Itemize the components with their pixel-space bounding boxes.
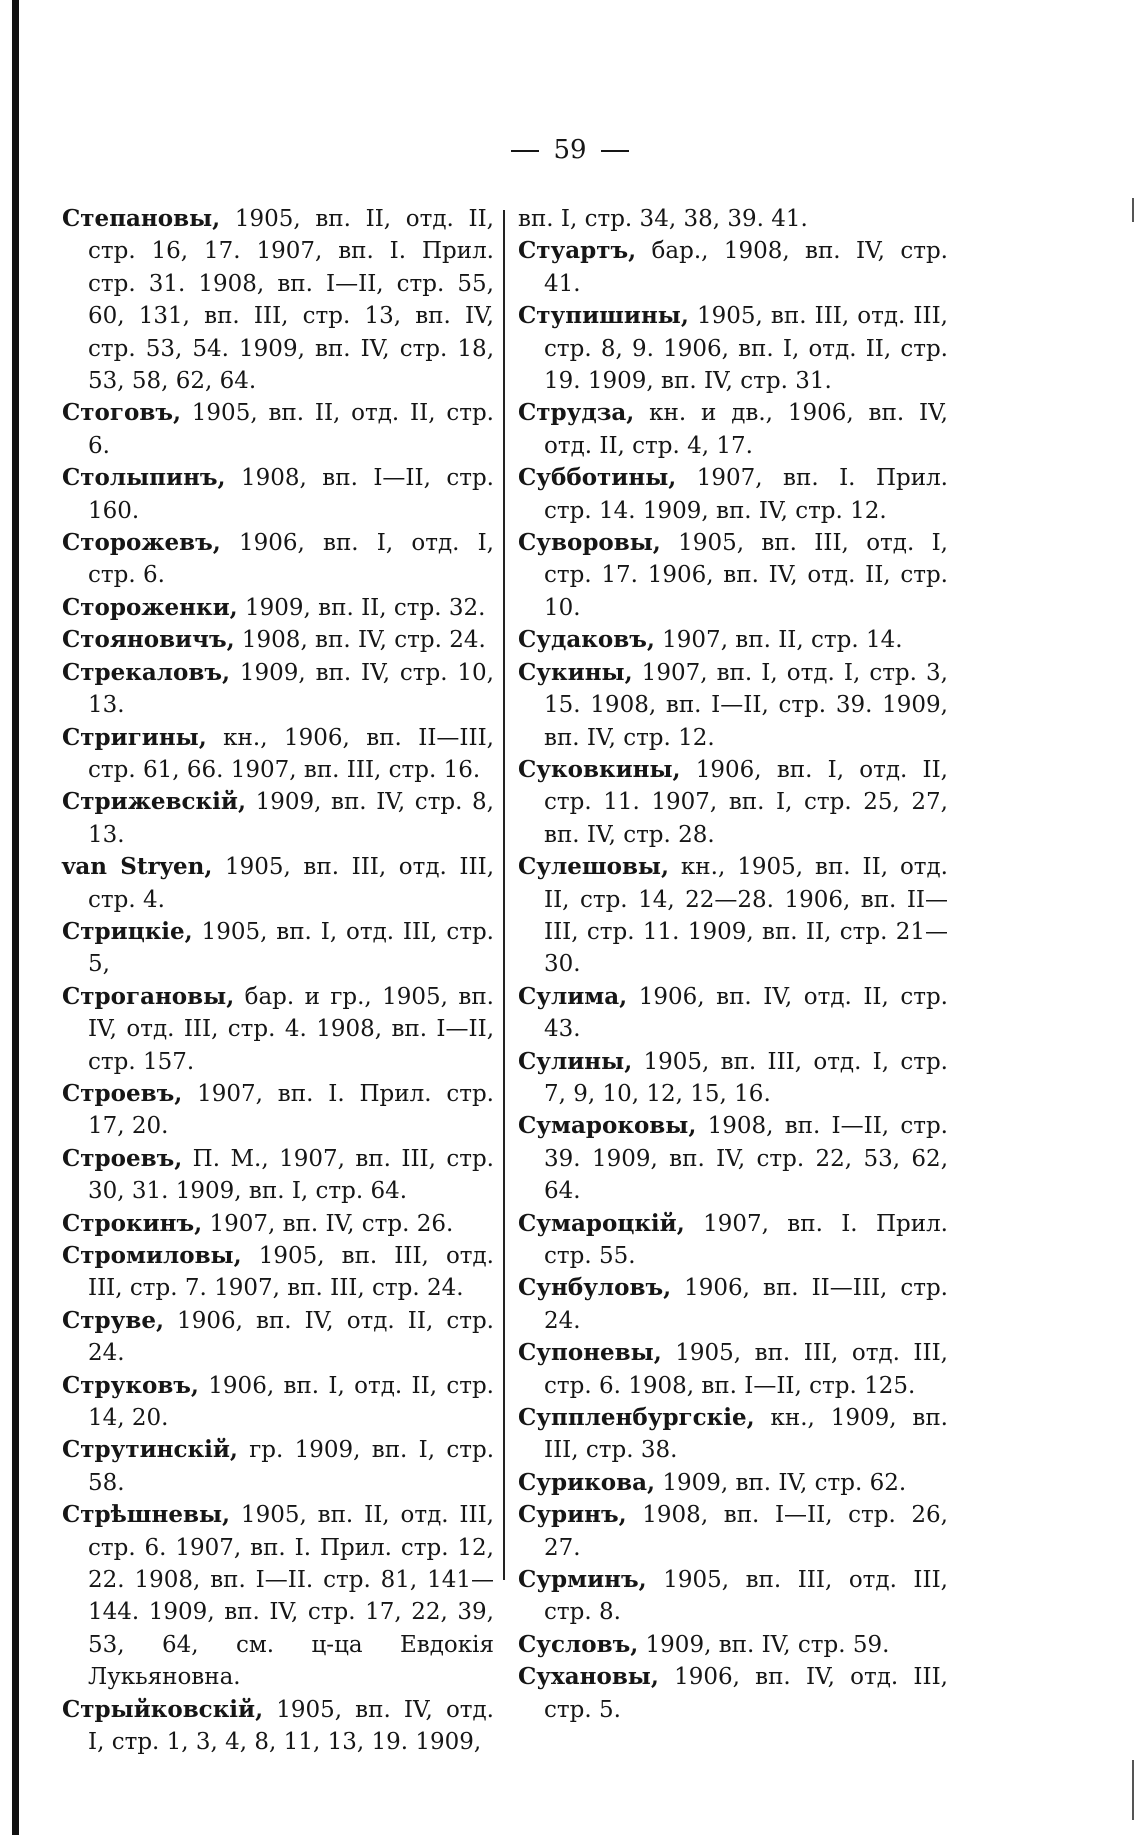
entry-surname: Стромиловы,: [62, 1242, 242, 1269]
entry-surname: Сусловъ,: [518, 1630, 639, 1658]
entry-references: 1905, вп. IV, отд. I, стр. 1, 3, 4, 8, 11, 13, 19. 1909,: [88, 1696, 494, 1756]
index-entry: [518, 397, 948, 462]
index-entry: [62, 592, 494, 624]
entry-references: 1905, вп. III, отд. III, стр. 4.: [88, 854, 495, 913]
entry-surname: Стрижевскій,: [62, 788, 246, 816]
entry-surname: Стояновичъ,: [62, 626, 235, 654]
entry-surname: Стоговъ,: [62, 399, 181, 427]
entry-references: 1908, вп. IV, стр. 24.: [234, 627, 486, 654]
index-entry: [518, 1499, 948, 1564]
index-entry: [518, 624, 948, 656]
entry-surname: Сунбуловъ,: [518, 1274, 672, 1302]
entry-references: 1909, вп. IV, стр. 59.: [638, 1631, 890, 1658]
index-entry: [518, 462, 948, 527]
index-entry: [518, 981, 948, 1046]
entry-surname: Суппленбургскіе,: [518, 1404, 755, 1432]
entry-references: П. М., 1907, вп. III, стр. 30, 31. 1909, вп. I, стр. 64.: [88, 1145, 494, 1205]
entry-surname: Столыпинъ,: [62, 464, 226, 492]
entry-surname: Строкинъ,: [62, 1209, 203, 1237]
index-entry: [518, 1337, 948, 1402]
index-entry: [518, 235, 948, 300]
margin-mark: [1132, 198, 1134, 222]
entry-references: кн. и дв., 1906, вп. IV, отд. II, стр. 4, 17.: [544, 400, 948, 459]
entry-surname: Строгановы,: [62, 982, 235, 1010]
entry-surname: Струковъ,: [62, 1371, 199, 1399]
entry-references: 1908, вп. I—II, стр. 160.: [88, 465, 494, 524]
index-entry: [518, 1661, 948, 1726]
entry-references: 1906, вп. I, отд. II, стр. 14, 20.: [88, 1372, 494, 1432]
entry-references: 1909, вп. IV, стр. 10, 13.: [88, 659, 494, 719]
entry-references: гр. 1909, вп. I, стр. 58.: [88, 1437, 494, 1496]
entry-references: 1905, вп. III, отд. III, стр. 7. 1907, вп. III, стр. 24.: [88, 1243, 494, 1302]
entry-references: 1907, вп. I, отд. I, стр. 3, 15. 1908, вп. I—II, стр. 39. 1909, вп. IV, стр. 12.: [544, 659, 948, 751]
index-entry: [518, 527, 948, 624]
index-entry: [62, 1240, 494, 1305]
entry-references: бар., 1908, вп. IV, стр. 41.: [544, 238, 948, 297]
entry-surname: Сулины,: [518, 1047, 633, 1075]
entry-surname: Стригины,: [62, 723, 207, 751]
index-entry: [62, 397, 494, 462]
entry-references: 1906, вп. IV, отд. II, стр. 43.: [544, 983, 948, 1043]
header-dash-left: [511, 150, 539, 152]
right-column: [518, 203, 948, 1726]
entry-references: 1907, вп. II, стр. 14.: [654, 627, 903, 654]
entry-references: кн., 1905, вп. II, отд. II, стр. 14, 22—28. 1906, вп. II—III, стр. 11. 1909, вп. II, стр. 21—30.: [544, 854, 948, 978]
entry-surname: Сторожевъ,: [62, 529, 221, 557]
index-entry: [62, 1208, 494, 1240]
entry-references: 1908, вп. I—II, стр. 26, 27.: [544, 1502, 948, 1561]
entry-surname: van Stryen,: [62, 853, 213, 881]
index-entry: [518, 1272, 948, 1337]
index-entry: [518, 1564, 948, 1629]
index-entry: [518, 203, 948, 235]
entry-references: 1905, вп. III, отд. I, стр. 7, 9, 10, 12, 15, 16.: [544, 1048, 948, 1107]
entry-surname: Стрицкіе,: [62, 917, 193, 945]
entry-surname: Субботины,: [518, 464, 677, 492]
entry-references: вп. I, стр. 34, 38, 39. 41.: [518, 206, 808, 232]
index-entry: [62, 203, 494, 397]
page-header: [0, 135, 1140, 165]
index-entry: [518, 1467, 948, 1499]
index-entry: [62, 722, 494, 787]
entry-surname: Сулима,: [518, 982, 628, 1010]
index-entry: [62, 1499, 494, 1693]
entry-references: 1908, вп. I—II, стр. 39. 1909, вп. IV, стр. 22, 53, 62, 64.: [544, 1113, 948, 1205]
entry-surname: Стуартъ,: [518, 237, 637, 265]
entry-surname: Судаковъ,: [518, 626, 655, 654]
entry-surname: Струве,: [62, 1306, 164, 1334]
entry-references: 1905, вп. I, отд. III, стр. 5,: [88, 918, 494, 978]
entry-references: 1907, вп. I. Прил. стр. 55.: [544, 1210, 948, 1269]
entry-references: 1909, вп. IV, стр. 8, 13.: [88, 789, 494, 848]
entry-references: бар. и гр., 1905, вп. IV, отд. III, стр. 4. 1908, вп. I—II, стр. 157.: [88, 983, 494, 1075]
index-entry: [62, 1078, 494, 1143]
index-entry: [518, 754, 948, 851]
index-entry: [518, 851, 948, 981]
index-entry: [518, 1110, 948, 1207]
index-entry: [62, 1694, 494, 1759]
entry-references: 1906, вп. II—III, стр. 24.: [544, 1275, 948, 1334]
entry-surname: Сурикова,: [518, 1468, 656, 1496]
index-entry: [62, 981, 494, 1078]
entry-surname: Сукины,: [518, 658, 633, 686]
entry-surname: Суворовы,: [518, 529, 661, 557]
entry-surname: Сухановы,: [518, 1663, 659, 1691]
margin-mark: [1132, 1760, 1134, 1820]
entry-surname: Стрыйковскій,: [62, 1695, 264, 1723]
entry-surname: Строевъ,: [62, 1144, 183, 1172]
index-entry: [518, 657, 948, 754]
index-entry: [62, 786, 494, 851]
entry-surname: Суковкины,: [518, 755, 681, 783]
entry-references: 1906, вп. I, отд. II, стр. 11. 1907, вп. I, стр. 25, 27, вп. IV, стр. 28.: [544, 756, 948, 848]
entry-surname: Струдза,: [518, 399, 635, 427]
entry-surname: Суринъ,: [518, 1501, 627, 1529]
entry-references: кн., 1906, вп. II—III, стр. 61, 66. 1907, вп. III, стр. 16.: [88, 724, 494, 783]
index-entry: [62, 1305, 494, 1370]
index-entry: [518, 1629, 948, 1661]
entry-surname: Стрѣшневы,: [62, 1501, 231, 1529]
entry-surname: Ступишины,: [518, 302, 689, 330]
entry-surname: Сумароковы,: [518, 1112, 697, 1140]
entry-surname: Строевъ,: [62, 1079, 183, 1107]
page-number: 59: [553, 135, 587, 165]
entry-surname: Степановы,: [62, 205, 221, 232]
index-entry: [62, 1370, 494, 1435]
entry-references: 1906, вп. IV, отд. III, стр. 5.: [544, 1664, 948, 1723]
entry-surname: Сурминъ,: [518, 1566, 647, 1594]
index-entry: [62, 851, 494, 916]
entry-references: 1906, вп. IV, отд. II, стр. 24.: [88, 1307, 494, 1367]
book-spine-edge: [12, 0, 19, 1835]
entry-surname: Стрекаловъ,: [62, 658, 230, 686]
header-dash-right: [601, 150, 629, 152]
entry-surname: Струтинскій,: [62, 1436, 238, 1464]
entry-references: кн., 1909, вп. III, стр. 38.: [544, 1405, 948, 1464]
index-entry: [62, 916, 494, 981]
index-entry: [62, 624, 494, 656]
index-entry: [62, 1434, 494, 1499]
entry-references: 1905, вп. III, отд. I, стр. 17. 1906, вп. IV, отд. II, стр. 10.: [544, 530, 948, 621]
index-entry: [62, 462, 494, 527]
index-entry: [518, 1402, 948, 1467]
left-column: [62, 203, 494, 1759]
entry-surname: Сумароцкій,: [518, 1209, 685, 1237]
entry-references: 1909, вп. IV, стр. 62.: [655, 1469, 907, 1496]
entry-surname: Сулешовы,: [518, 853, 669, 881]
index-entry: [62, 657, 494, 722]
index-entry: [518, 300, 948, 397]
index-entry: [518, 1208, 948, 1273]
entry-surname: Супоневы,: [518, 1339, 662, 1367]
entry-references: 1905, вп. III, отд. III, стр. 8.: [544, 1567, 948, 1626]
column-divider: [503, 210, 505, 1580]
entry-references: 1906, вп. I, отд. I, стр. 6.: [88, 530, 494, 589]
entry-references: 1905, вп. II, отд. III, стр. 6. 1907, вп. I. Прил. стр. 12, 22. 1908, вп. I—II. стр. 81, 141—144. 1909, вп. IV, стр. 17, 22, 39, 53, 64, см. ц-ца Евдокія Лукьяновна.: [88, 1502, 494, 1691]
entry-surname: Стороженки,: [62, 593, 238, 621]
entry-references: 1907, вп. I. Прил. стр. 14. 1909, вп. IV, стр. 12.: [544, 465, 948, 524]
entry-references: 1905, вп. II, отд. II, стр. 16, 17. 1907, вп. I. Прил. стр. 31. 1908, вп. I—II, стр. 55, 60, 131, вп. III, стр. 13, вп. IV, стр. 53, 54. 1909, вп. IV, стр. 18, 53, 58, 62, 64.: [88, 206, 494, 395]
entry-references: 1905, вп. III, отд. III, стр. 8, 9. 1906, вп. I, отд. II, стр. 19. 1909, вп. IV, стр. 31.: [544, 303, 948, 395]
entry-references: 1909, вп. II, стр. 32.: [237, 594, 486, 621]
entry-references: 1905, вп. III, отд. III, стр. 6. 1908, вп. I—II, стр. 125.: [544, 1340, 948, 1399]
entry-references: 1905, вп. II, отд. II, стр. 6.: [88, 400, 494, 459]
index-entry: [518, 1046, 948, 1111]
index-entry: [62, 1143, 494, 1208]
index-entry: [62, 527, 494, 592]
entry-references: 1907, вп. IV, стр. 26.: [202, 1210, 454, 1237]
entry-references: 1907, вп. I. Прил. стр. 17, 20.: [88, 1080, 494, 1140]
